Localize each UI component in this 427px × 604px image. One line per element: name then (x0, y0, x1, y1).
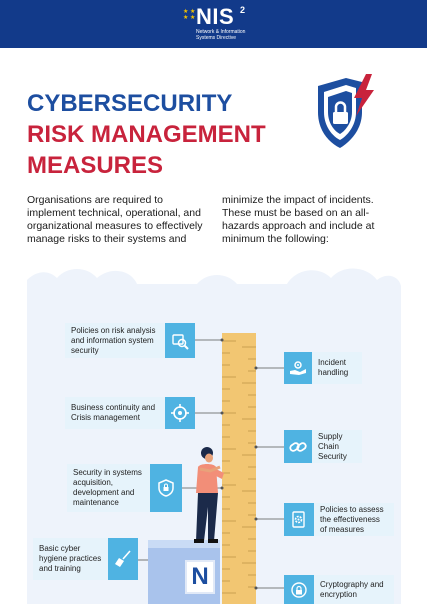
gear-document-icon (284, 503, 314, 536)
measure-supply-chain[interactable] (312, 430, 362, 463)
nis2-logo[interactable] (183, 5, 263, 43)
measure-hygiene-label: Basic cyber hygiene practices and training (39, 544, 102, 573)
title-line-3: MEASURES (27, 152, 164, 179)
crosshair-icon (165, 397, 195, 429)
logo-superscript: 2 (240, 5, 246, 15)
hands-gear-icon (284, 352, 312, 384)
link-icon (284, 430, 312, 463)
pedestal-letter: N (185, 560, 215, 594)
title-line-2: RISK MANAGEMENT (27, 121, 266, 148)
measure-crypto[interactable] (314, 575, 394, 604)
shield-lock-icon (150, 464, 182, 512)
header-bar (0, 0, 427, 48)
measure-acquisition[interactable] (67, 464, 150, 512)
measure-effectiveness-label: Policies to assess the effectiveness of measures (320, 504, 384, 534)
logo-text: NIS (196, 4, 235, 29)
page-title (27, 88, 266, 181)
measure-incident[interactable] (312, 352, 362, 384)
lock-icon (284, 575, 314, 604)
measure-policies[interactable] (65, 323, 165, 358)
measure-continuity-label: Business continuity and Crisis management (71, 403, 156, 422)
eu-stars-icon: ★ ★ ★ ★ (183, 9, 196, 21)
person-figure (180, 445, 240, 545)
measure-effectiveness[interactable] (314, 503, 394, 536)
intro-left: Organisations are required to implement technical, operational, and organizational measures to effectively manage risks to their systems and (27, 194, 203, 245)
shield-lightning-icon (310, 72, 382, 152)
measure-hygiene[interactable] (33, 538, 108, 580)
magnifier-icon (165, 323, 195, 358)
measure-incident-label: Incident handling (318, 358, 349, 377)
logo-subtitle: Network & Information Systems Directive (196, 29, 246, 41)
broom-icon (108, 538, 138, 580)
intro-right: minimize the impact of incidents. These must be based on an all-hazards approach and include at minimum the following: (222, 194, 375, 245)
measure-acquisition-label: Security in systems acquisition, development and maintenance (73, 468, 142, 507)
measure-crypto-label: Cryptography and encryption (320, 579, 384, 599)
measure-supply-label: Supply Chain Security (318, 431, 347, 461)
measure-continuity[interactable] (65, 397, 165, 429)
measure-policies-label: Policies on risk analysis and information system security (71, 325, 156, 355)
title-line-1: CYBERSECURITY (27, 90, 233, 117)
